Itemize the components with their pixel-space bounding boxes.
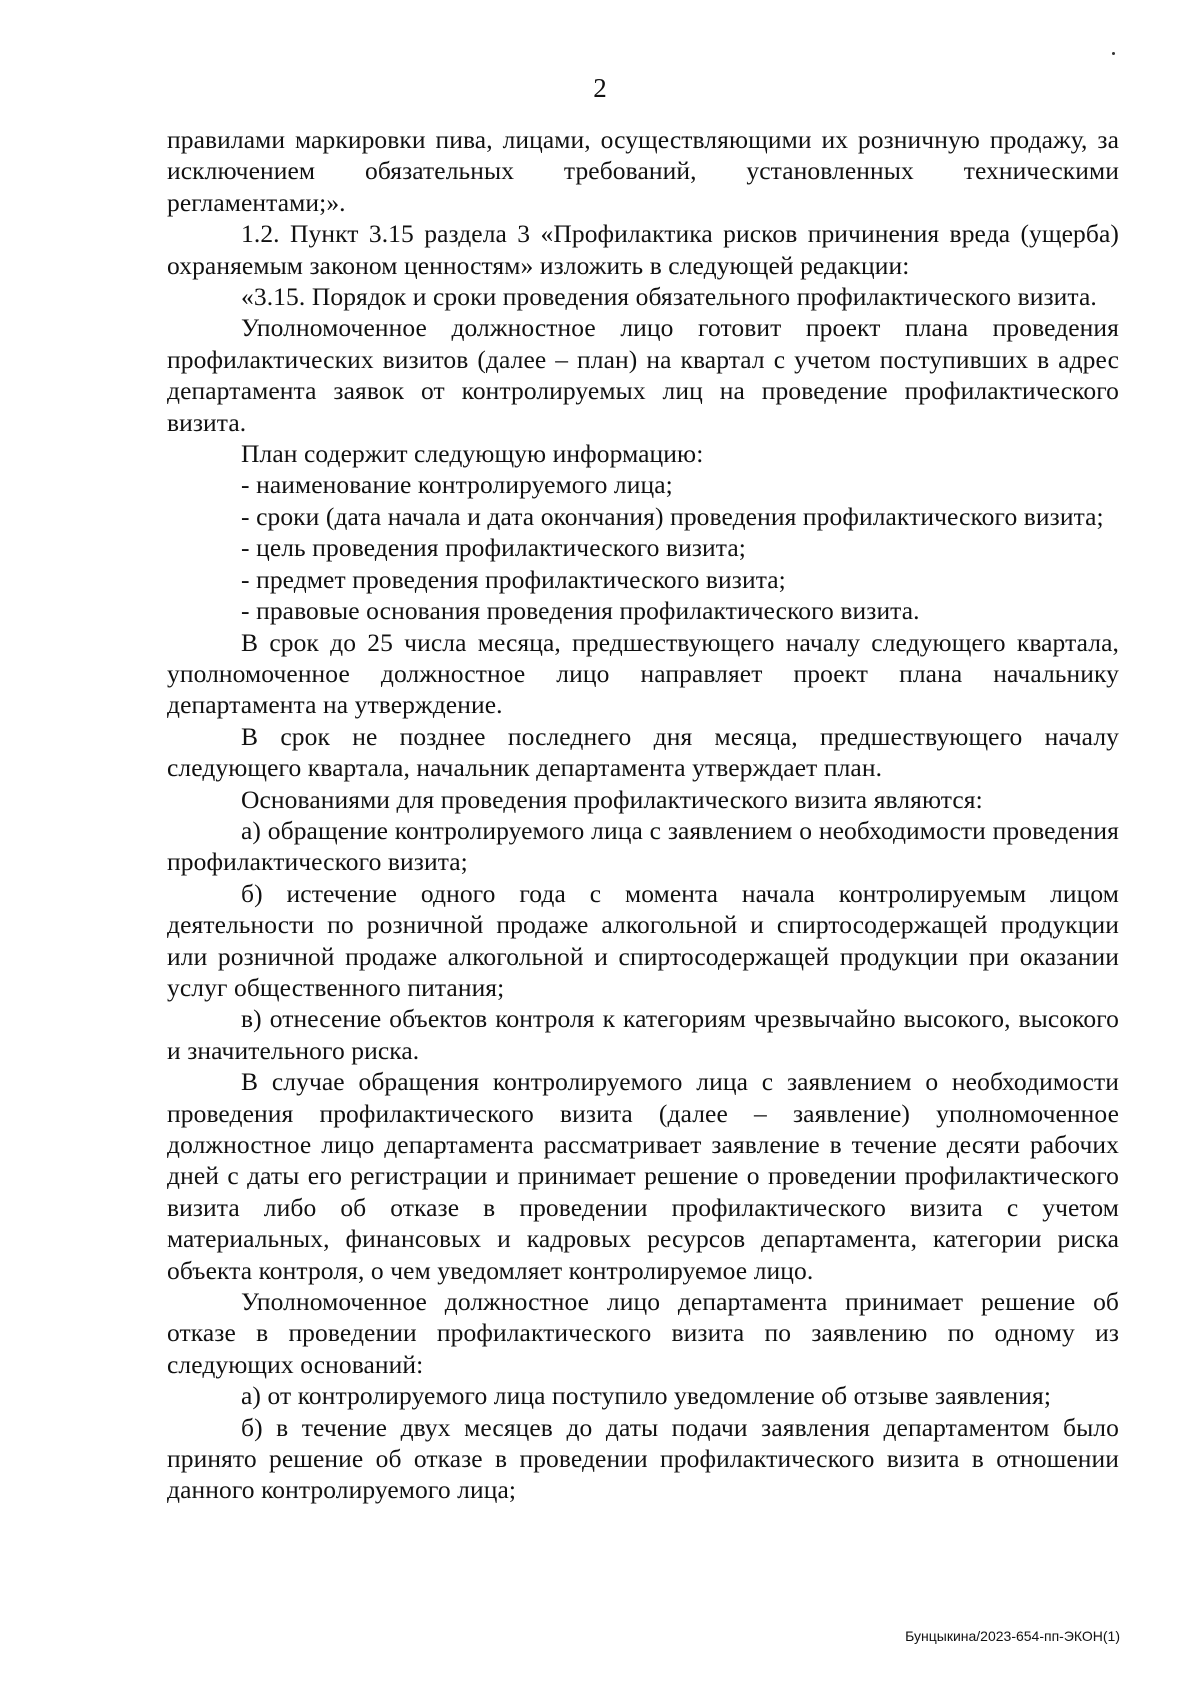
list-item: - сроки (дата начала и дата окончания) проведения профилактического визита;	[241, 501, 1104, 531]
list-item: а) от контролируемого лица поступило уведомление об отзыве заявления;	[241, 1381, 1051, 1411]
paragraph: 1.2. Пункт 3.15 раздела 3 «Профилактика рисков причинения вреда (ущерба) охраняемым законом ценностям» изложить в следующей редакции:	[167, 219, 1119, 280]
paragraph: В срок не позднее последнего дня месяца, предшествующего началу следующего квартала, начальник департамента утверждает план.	[167, 721, 1119, 783]
list-item: - наименование контролируемого лица;	[241, 470, 673, 500]
page-number: 2	[593, 73, 607, 103]
paragraph: Уполномоченное должностное лицо департамента принимает решение об отказе в проведении профилактического визита по заявлению по одному из следующих оснований:	[167, 1287, 1119, 1379]
paragraph: Уполномоченное должностное лицо готовит проект плана проведения профилактических визитов (далее – план) на квартал с учетом поступивших в адрес департамента заявок от контролируемых лиц на проведение профилактического визита.	[167, 313, 1119, 437]
list-item: в) отнесение объектов контроля к категориям чрезвычайно высокого, высокого и значительного риска.	[167, 1004, 1119, 1065]
list-item: а) обращение контролируемого лица с заявлением о необходимости проведения профилактического визита;	[167, 815, 1119, 877]
document-body	[167, 124, 1119, 1506]
paragraph: правилами маркировки пива, лицами, осуществляющими их розничную продажу, за исключением обязательных требований, установленных техническими регламентами;».	[167, 125, 1119, 217]
paragraph: В случае обращения контролируемого лица с заявлением о необходимости проведения профилактического визита (далее – заявление) уполномоченное должностное лицо департамента рассматривает заявление в течение десяти рабочих дней с даты его регистрации и принимает решение о проведении профилактического визита либо об отказе в проведении профилактического визита с учетом материальных, финансовых и кадровых ресурсов департамента, категории риска объекта контроля, о чем уведомляет контролируемое лицо.	[167, 1067, 1119, 1285]
list-item: - предмет проведения профилактического визита;	[241, 564, 786, 594]
document-footer-id: Бунцыкина/2023-654-пп-ЭКОН(1)	[905, 1628, 1120, 1644]
paragraph: В срок до 25 числа месяца, предшествующего началу следующего квартала, уполномоченное должностное лицо направляет проект плана начальнику департамента на утверждение.	[167, 627, 1119, 720]
list-item: б) истечение одного года с момента начала контролируемым лицом деятельности по розничной продаже алкогольной и спиртосодержащей продукции или розничной продаже алкогольной и спиртосодержащей продукции при оказании услуг общественного питания;	[167, 878, 1119, 1002]
list-item: - правовые основания проведения профилактического визита.	[241, 596, 920, 626]
paragraph: «3.15. Порядок и сроки проведения обязательного профилактического визита.	[241, 282, 1097, 312]
paragraph: Основаниями для проведения профилактического визита являются:	[241, 784, 983, 814]
list-item: - цель проведения профилактического визита;	[241, 533, 746, 563]
scan-dot-mark	[1112, 52, 1115, 55]
list-item: б) в течение двух месяцев до даты подачи заявления департаментом было принято решение об отказе в проведении профилактического визита в отношении данного контролируемого лица;	[167, 1412, 1119, 1505]
paragraph: План содержит следующую информацию:	[241, 439, 704, 469]
